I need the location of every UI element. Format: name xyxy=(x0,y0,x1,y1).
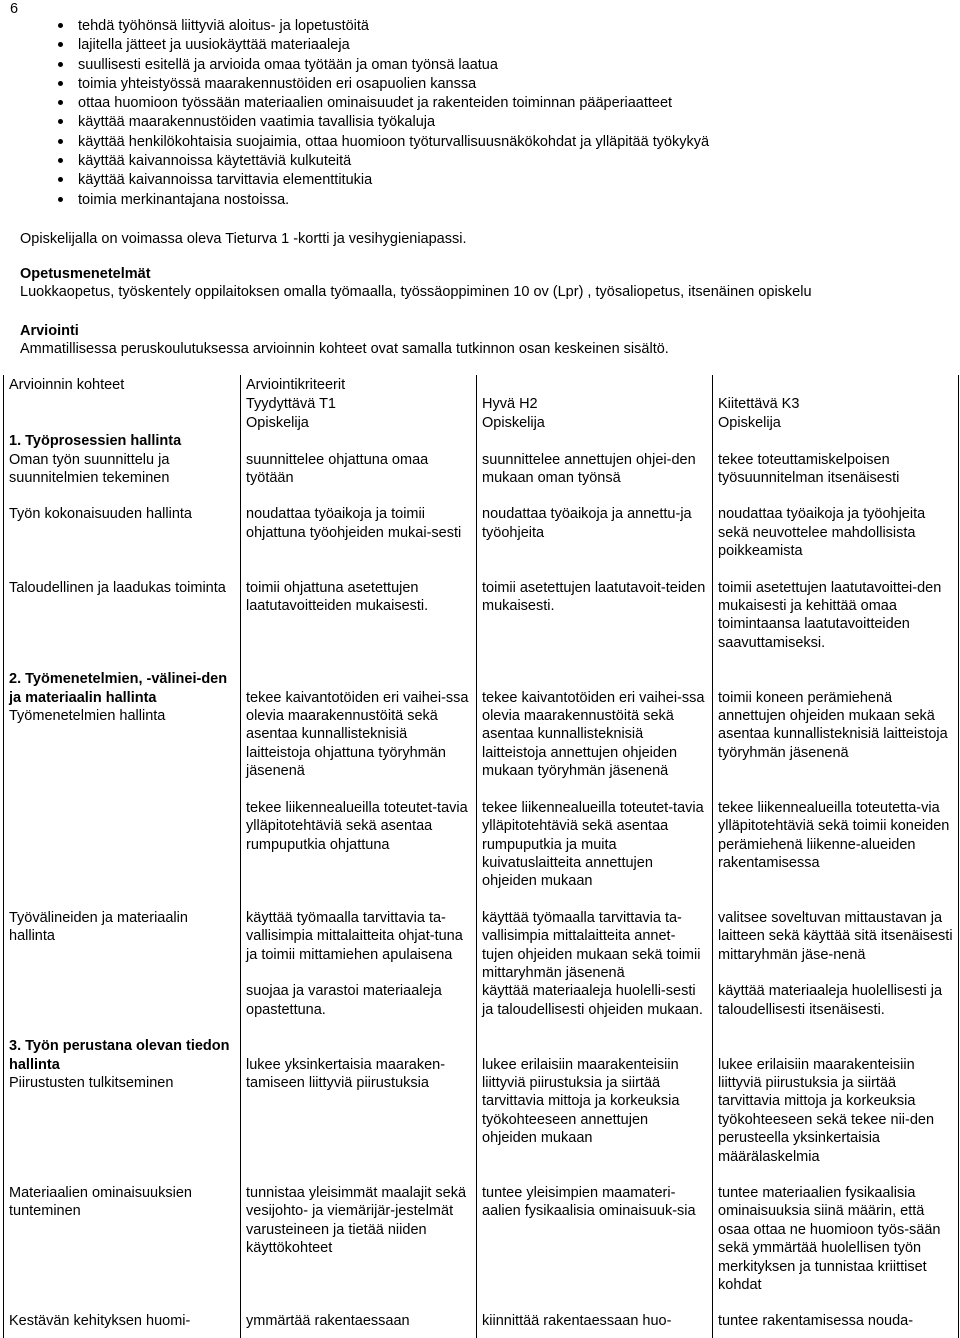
assessment-target-cell xyxy=(3,505,240,560)
assessment-target-cell xyxy=(3,1312,240,1330)
section-heading: 1. Työprosessien hallinta xyxy=(9,433,182,450)
criteria-cell-h2: tekee liikennealueilla toteutet-tavia ylläpitotehtäviä sekä asentaa rumpuputkia ja muita kuivatuslaitteita annettujen ohjeiden mukaan xyxy=(482,799,704,890)
list-item: käyttää henkilökohtaisia suojaimia, ottaa huomioon työturvallisuusnäkökohdat ja ylläpitää työkykyä xyxy=(0,133,709,152)
section-heading: 2. Työmenetelmien, -välinei-den ja materiaalin hallinta xyxy=(9,671,228,706)
table-border xyxy=(476,375,477,1338)
criteria-cell-t1: käyttää työmaalla tarvittavia ta-vallisimpia mittalaitteita ohjat-tuna ja toimii mittamiehen apulaisena xyxy=(246,909,463,963)
criteria-cell-h2: noudattaa työaikoja ja annettu-ja työohjeita xyxy=(482,506,692,541)
row-spacer xyxy=(3,561,959,579)
table-row xyxy=(3,579,959,653)
target-text: Oman työn suunnittelu ja suunnitelmien tekeminen xyxy=(9,451,170,487)
criteria-cell-k3: tekee liikennealueilla toteutetta-via ylläpitotehtäviä sekä toimii koneiden perämiehenä liikenne-alueiden rakentamisessa xyxy=(718,799,950,871)
criteria-cell-t1: tekee liikennealueilla toteutet-tavia ylläpitotehtäviä sekä asentaa rumpuputkia ohjattuna xyxy=(246,799,468,853)
assessment-criteria-table xyxy=(3,375,959,1331)
list-item: käyttää kaivannoissa käytettäviä kulkuteitä xyxy=(0,152,709,171)
list-item: ottaa huomioon työssään materiaalien ominaisuudet ja rakenteiden toiminnan pääperiaatteet xyxy=(0,94,709,113)
criteria-header: Arviointikriteerit xyxy=(246,377,346,393)
row-spacer xyxy=(3,1166,959,1184)
criteria-cell-k3: käyttää materiaaleja huolellisesti ja taloudellisesti itsenäisesti. xyxy=(718,983,943,1018)
criteria-cell-t1: noudattaa työaikoja ja toimii ohjattuna työohjeiden mukai-sesti xyxy=(246,506,462,541)
list-item: käyttää maarakennustöiden vaatimia tavallisia työkaluja xyxy=(0,113,709,132)
target-text: Materiaalien ominaisuuksien tunteminen xyxy=(9,1185,192,1220)
table-body xyxy=(3,432,959,1331)
criteria-cell-h2: käyttää työmaalla tarvittavia ta-vallisimpia mittalaitteita annet-tujen ohjeiden mukaan sekä toimii mittaryhmän jäsenenä xyxy=(482,909,701,981)
table-border xyxy=(712,375,713,1338)
criteria-cell-h2: toimii asetettujen laatutavoit-teiden mukaisesti. xyxy=(482,579,706,615)
row-spacer xyxy=(3,781,959,799)
table-row xyxy=(3,505,959,560)
criteria-cell-h2: käyttää materiaaleja huolelli-sesti ja taloudellisesti ohjeiden mukaan. xyxy=(482,983,703,1018)
table-row xyxy=(3,1037,959,1166)
criteria-cell-h2: tekee kaivantotöiden eri vaihei-ssa olevia maarakennustöitä sekä asentaa kunnallisteknisiä laitteistoja annettujen ohjeiden mukaan työryhmän jäsenenä xyxy=(482,689,705,780)
target-text: Työn kokonaisuuden hallinta xyxy=(9,506,192,523)
table-row xyxy=(3,1184,959,1294)
criteria-cell-t1: toimii ohjattuna asetettujen laatutavoitteiden mukaisesti. xyxy=(246,579,429,615)
row-spacer xyxy=(3,891,959,909)
list-item: käyttää kaivannoissa tarvittavia elementtitukia xyxy=(0,171,709,190)
level-name: Tyydyttävä T1 xyxy=(246,396,336,413)
table-border xyxy=(240,375,241,1338)
table-level-row xyxy=(3,394,959,432)
criteria-cell-h2: suunnittelee annettujen ohjei-den mukaan oman työnsä xyxy=(482,451,696,487)
level-sub: Opiskelija xyxy=(246,414,309,431)
criteria-cell-h2: kiinnittää rakentaessaan huo- xyxy=(482,1313,672,1330)
level-name: Hyvä H2 xyxy=(482,396,538,413)
teaching-methods-heading: Opetusmenetelmät xyxy=(20,266,151,282)
level-header-k3 xyxy=(712,394,959,432)
table-header-row xyxy=(3,375,959,394)
list-item: toimia merkinantajana nostoissa. xyxy=(0,191,709,210)
row-spacer xyxy=(3,487,959,505)
targets-header: Arvioinnin kohteet xyxy=(9,377,125,393)
assessment-target-cell xyxy=(3,982,240,1019)
criteria-cell-k3: valitsee soveltuvan mittaustavan ja laitteen sekä käyttää sitä itsenäisesti mittaryhmän jäse-nenä xyxy=(718,909,953,963)
criteria-cell-k3: tuntee materiaalien fysikaalisia ominaisuuksia siinä määrin, että osaa ottaa ne huomioon työs-sään sekä ymmärtää huolellisen työn merkityksen ja tunnistaa kriittiset kohdat xyxy=(718,1185,941,1294)
table-row xyxy=(3,982,959,1019)
level-name: Kiitettävä K3 xyxy=(718,396,800,413)
teaching-methods-text: Luokkaopetus, työskentely oppilaitoksen omalla työmaalla, työssäoppiminen 10 ov (Lpr) , työsaliopetus, itsenäinen opiskelu xyxy=(20,284,812,301)
list-item: tehdä työhönsä liittyviä aloitus- ja lopetustöitä xyxy=(0,17,709,36)
target-text: Kestävän kehityksen huomi- xyxy=(9,1313,191,1330)
teaching-methods-section xyxy=(20,265,812,302)
criteria-cell-k3: tekee toteuttamiskelpoisen työsuunnitelman itsenäisesti xyxy=(718,451,900,487)
target-text: Työmenetelmien hallinta xyxy=(9,708,166,725)
criteria-cell-t1: lukee yksinkertaisia maaraken-tamiseen liittyviä piirustuksia xyxy=(246,1056,446,1091)
competence-list xyxy=(0,17,709,210)
criteria-cell-h2: tuntee yleisimpien maamateri-aalien fysikaalisia ominaisuuk-sia xyxy=(482,1185,696,1220)
criteria-cell-t1: tunnistaa yleisimmät maalajit sekä vesijohto- ja viemärijär-jestelmät varusteineen ja tietää niiden käyttökohteet xyxy=(246,1185,467,1257)
table-row xyxy=(3,432,959,487)
assessment-target-cell xyxy=(3,1184,240,1294)
level-sub: Opiskelija xyxy=(482,414,545,431)
list-item: lajitella jätteet ja uusiokäyttää materiaaleja xyxy=(0,36,709,55)
target-text: Työvälineiden ja materiaalin hallinta xyxy=(9,909,188,945)
criteria-cell-k3: toimii koneen perämiehenä annettujen ohjeiden mukaan sekä asentaa kunnallisteknisiä laitteistoja työryhmän jäsenenä xyxy=(718,689,948,761)
target-text: Piirustusten tulkitseminen xyxy=(9,1074,174,1091)
row-spacer xyxy=(3,1294,959,1312)
table-row xyxy=(3,799,959,891)
target-text: Taloudellinen ja laadukas toiminta xyxy=(9,579,226,596)
table-border xyxy=(3,375,4,1338)
level-header-h2 xyxy=(476,394,712,432)
criteria-cell-h2: lukee erilaisiin maarakenteisiin liittyviä piirustuksia ja siirtää tarvittavia mittoja ja korkeuksia työkohteeseen annettujen ohjeiden mukaan xyxy=(482,1056,680,1147)
assessment-target-cell xyxy=(3,432,240,487)
table-border xyxy=(958,375,959,1338)
criteria-cell-k3: toimii asetettujen laatutavoittei-den mukaisesti ja kehittää omaa toimintaansa laatutavoitteiden saavuttamiseksi. xyxy=(718,579,942,651)
table-row xyxy=(3,1312,959,1330)
page-number: 6 xyxy=(10,1,19,17)
assessment-heading: Arviointi xyxy=(20,323,79,339)
assessment-target-cell xyxy=(3,1037,240,1166)
level-header-t1 xyxy=(240,394,476,432)
criteria-cell-t1: ymmärtää rakentaessaan xyxy=(246,1313,410,1330)
certificate-note: Opiskelijalla on voimassa oleva Tieturva 1 -kortti ja vesihygieniapassi. xyxy=(20,231,467,247)
criteria-cell-t1: suunnittelee ohjattuna omaa työtään xyxy=(246,451,429,487)
criteria-cell-t1: tekee kaivantotöiden eri vaihei-ssa olevia maarakennustöitä sekä asentaa kunnallisteknisiä laitteistoja ohjattuna työryhmän jäsenenä xyxy=(246,689,469,780)
criteria-cell-k3: lukee erilaisiin maarakenteisiin liittyviä piirustuksia ja siirtää tarvittavia mittoja ja korkeuksia työkohteeseen sekä tekee nii-den perusteella yksinkertaisia määrälaskelmia xyxy=(718,1056,935,1165)
section-heading: 3. Työn perustana olevan tiedon hallinta xyxy=(9,1038,230,1073)
assessment-target-cell xyxy=(3,909,240,983)
assessment-target-cell xyxy=(3,670,240,780)
list-item: toimia yhteistyössä maarakennustöiden eri osapuolien kanssa xyxy=(0,75,709,94)
assessment-section xyxy=(20,322,669,359)
table-row xyxy=(3,909,959,983)
criteria-cell-k3: tuntee rakentamisessa nouda- xyxy=(718,1313,914,1330)
assessment-target-cell xyxy=(3,799,240,891)
row-spacer xyxy=(3,652,959,670)
criteria-cell-k3: noudattaa työaikoja ja työohjeita sekä neuvottelee mahdollisista poikkeamista xyxy=(718,506,926,560)
list-item: suullisesti esitellä ja arvioida omaa työtään ja oman työnsä laatua xyxy=(0,56,709,75)
assessment-target-cell xyxy=(3,579,240,653)
table-row xyxy=(3,670,959,780)
assessment-text: Ammatillisessa peruskoulutuksessa arvioinnin kohteet ovat samalla tutkinnon osan keskeinen sisältö. xyxy=(20,341,669,358)
level-sub: Opiskelija xyxy=(718,414,781,431)
criteria-cell-t1: suojaa ja varastoi materiaaleja opastettuna. xyxy=(246,983,442,1018)
row-spacer xyxy=(3,1019,959,1037)
